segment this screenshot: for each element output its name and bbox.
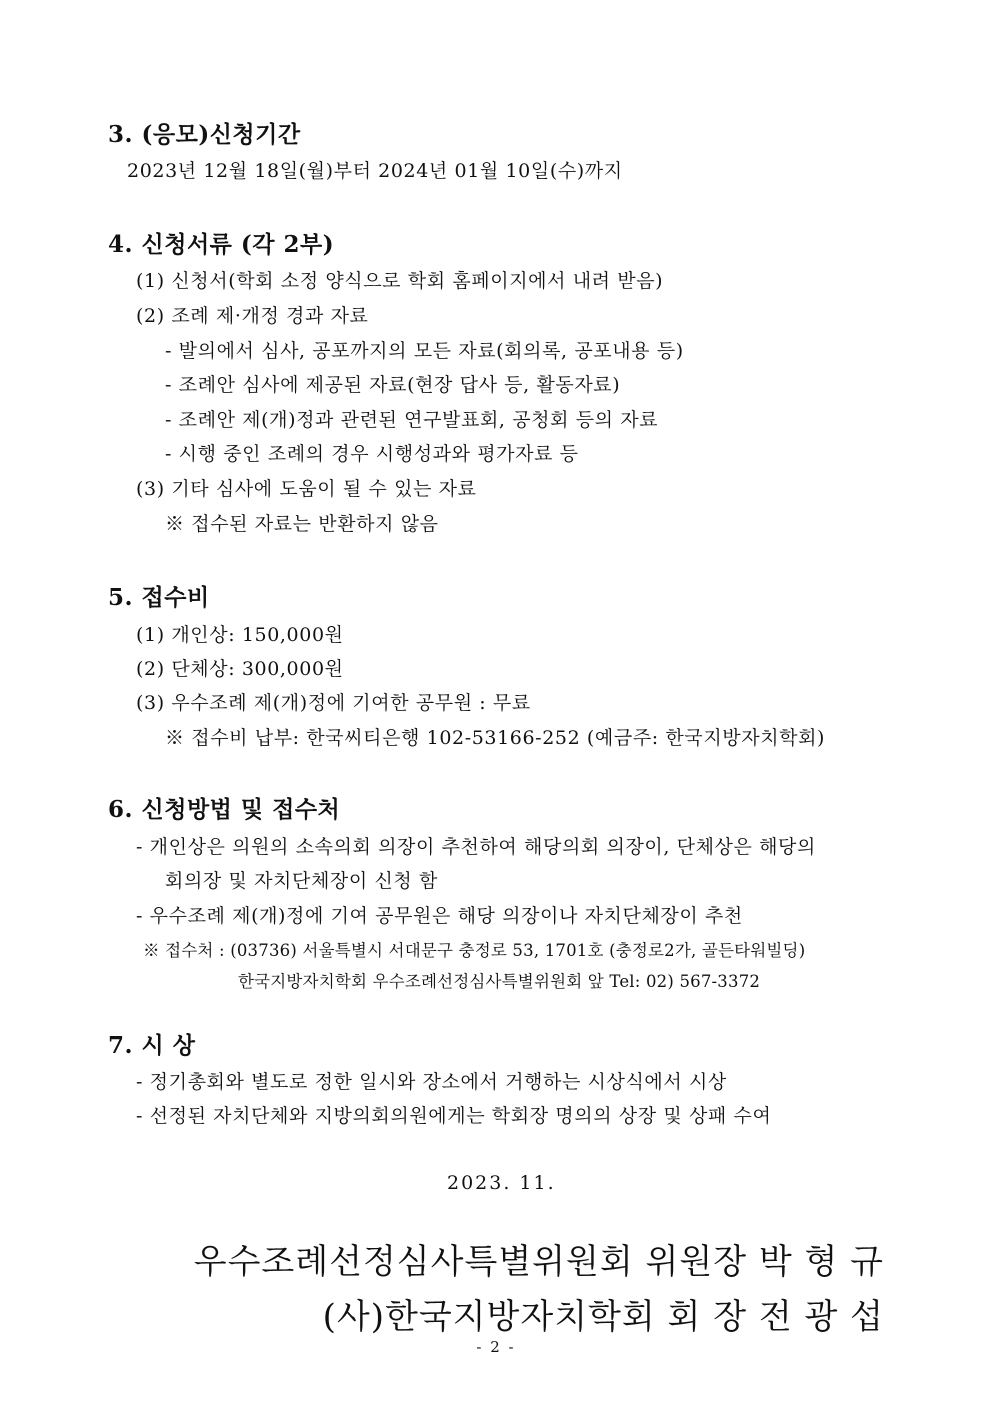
documents-item-2: (2) 조례 제·개정 경과 자료 <box>136 305 369 327</box>
fee-item-3: (3) 우수조례 제(개)정에 기여한 공무원 : 무료 <box>136 692 531 714</box>
documents-item-3: (3) 기타 심사에 도움이 될 수 있는 자료 <box>136 478 477 500</box>
documents-sub-4: - 시행 중인 조례의 경우 시행성과와 평가자료 등 <box>165 443 579 465</box>
page-number: - 2 - <box>476 1338 516 1356</box>
section-fee-title: 5. 접수비 <box>108 584 210 611</box>
documents-note: ※ 접수된 자료는 반환하지 않음 <box>165 513 439 535</box>
documents-sub-2: - 조례안 심사에 제공된 자료(현장 답사 등, 활동자료) <box>165 374 621 396</box>
fee-note: ※ 접수비 납부: 한국씨티은행 102-53166-252 (예금주: 한국지방자치학회) <box>165 727 826 749</box>
section-method-title: 6. 신청방법 및 접수처 <box>108 796 341 823</box>
period-text: 2023년 12월 18일(월)부터 2024년 01월 10일(수)까지 <box>127 160 623 182</box>
section-award-title: 7. 시 상 <box>108 1032 196 1059</box>
award-line-2: - 선정된 자치단체와 지방의회의원에게는 학회장 명의의 상장 및 상패 수여 <box>136 1105 772 1127</box>
fee-item-2: (2) 단체상: 300,000원 <box>136 658 344 680</box>
method-line-1b: 회의장 및 자치단체장이 신청 함 <box>165 870 438 892</box>
documents-sub-3: - 조례안 제(개)정과 관련된 연구발표회, 공청회 등의 자료 <box>165 409 659 431</box>
documents-item-1: (1) 신청서(학회 소정 양식으로 학회 홈페이지에서 내려 받음) <box>136 270 664 292</box>
section-period-title: 3. (응모)신청기간 <box>108 121 301 148</box>
method-line-1a: - 개인상은 의원의 소속의회 의장이 추천하여 해당의회 의장이, 단체상은 해당의 <box>136 836 816 858</box>
section-documents-title: 4. 신청서류 (각 2부) <box>108 231 335 258</box>
document-date: 2023. 11. <box>447 1172 556 1194</box>
method-line-2: - 우수조례 제(개)정에 기여 공무원은 해당 의장이나 자치단체장이 추천 <box>136 905 743 927</box>
documents-sub-1: - 발의에서 심사, 공포까지의 모든 자료(회의록, 공포내용 등) <box>165 340 684 362</box>
award-line-1: - 정기총회와 별도로 정한 일시와 장소에서 거행하는 시상식에서 시상 <box>136 1071 727 1093</box>
fee-item-1: (1) 개인상: 150,000원 <box>136 624 344 646</box>
signature-committee: 우수조례선정심사특별위원회 위원장 박 형 규 <box>193 1242 884 1282</box>
method-note-address: ※ 접수처 : (03736) 서울특별시 서대문구 충정로 53, 1701호 (충정로2가, 골든타워빌딩) <box>143 941 806 960</box>
signature-society: (사)한국지방자치학회 회 장 전 광 섭 <box>322 1297 884 1337</box>
method-note-recipient: 한국지방자치학회 우수조례선정심사특별위원회 앞 Tel: 02) 567-3372 <box>238 972 761 991</box>
